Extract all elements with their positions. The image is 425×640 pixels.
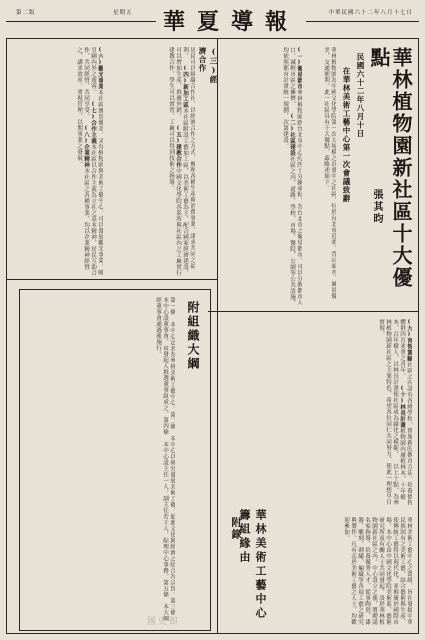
article-closing: 以上十點，為華林植物園新社區之主要特色，希望各位同仁共同努力，使此一理想早日實現。 (378, 319, 398, 506)
point-text: 本社區附設工藝加工區，以美術工藝為主，配合國家經濟建設，可以增加生產，推廣外銷。 (175, 47, 188, 277)
point-text: 社區之內設有各級學校，實施新的教育方法，培養德智體群四育並重之青年。 (399, 319, 412, 506)
author-name: 張其昀 (371, 189, 382, 225)
appendix-headline: 華林美術工藝中心籌組緣由 (238, 509, 267, 621)
newspaper-title: 華夏導報 (156, 5, 306, 36)
weekday: 星期五 (113, 10, 133, 16)
page-frame (6, 38, 419, 634)
point-label: (一)衛星都市 (296, 47, 302, 90)
point-label: (六)觀光事業 (97, 47, 103, 90)
main-headline: 華林植物園新社區十大優點 (367, 47, 413, 289)
article-points-top (220, 47, 302, 307)
appendix-label: 附錄 (229, 517, 240, 541)
point-text: 社區之內，道路、學校、市場、醫院、公園等公共設施，均依照都市計畫統一規劃，次第建設。 (282, 47, 295, 307)
left-points-a (107, 47, 195, 277)
article-intro: 華林植物園為中國文化學院第一次大規模之計畫中之社區，位於台北市近郊，背山面水，風景優美，交通便利。此一社區具有十大優點，茲略述如下。 (323, 47, 336, 299)
point-label: (九)育智實驗 (406, 319, 412, 362)
point-text: 華林植物園距台北市中心約四十分鐘車程，為台北市之衛星都市，可以分散都市人口，減輕市區之擁擠。 (289, 47, 302, 306)
right-band-rule (208, 311, 418, 312)
point-3-label: (三)經濟合作 (198, 47, 218, 84)
point-text: 中國文化學院各系所與社區內之工廠實行建教合作，學生可以實習，工廠可以得到技術之指導。 (168, 47, 181, 277)
point-text: 植物園內廣植林木，十年樹木，百年樹人，以林長計畫使社區成為綠化之模範。 (392, 319, 405, 501)
point-text: 本社區之各種事業，均以企業精神經營之，講求效率，重視管理，以期事業之發展。 (76, 47, 89, 271)
point-text: 本社區風景優美，又有植物園與美術工藝中心，可以發展觀光事業，吸引國內外之遊客。 (90, 47, 103, 276)
speech-venue: 在華林美術工藝中心第一次會議致辭 (342, 67, 351, 203)
masthead (6, 6, 419, 36)
speech-date: 民國六十二年八月十日 (356, 53, 365, 138)
article-points-bottom (214, 319, 412, 509)
point-label: (五)建教合作 (175, 125, 181, 169)
org-outline-text: 第一條 本中心定名為華林美術工藝中心。第二條 本中心以研究發展美術工藝，促進文化與經濟之結合為宗旨。第三條 本中心設董事會，由發起人推選董事組成之。第四條 本中心設主任一人，副主任若干人，綜理中心事務。第五條 本大綱經董事會通過後施行。 (155, 297, 175, 622)
point-text: 本社區以合作主義為立社之基本精神，居民互助合作，共同經營，共同享受。 (83, 47, 96, 277)
appendix-text: 華林美術工藝中心之籌組，旨在發揚中華民族固有之美術工藝，結合藝術與生產，使傳統工藝得以現代化，並推廣於國際市場。本中心由中國文化學院美術系、藝術研究所及有關人士共同發起，設於華林植物園新社區之內。中心設立之後，將聘請名家指導，培養優秀人才，從事陶瓷、漆器、雕刻、刺繡、編織等各項工藝之研究與製作。凡有志於美術工藝之人士，均歡迎參加。 (343, 517, 412, 625)
page-number: 第二版 (16, 10, 36, 16)
point-label: (四)新加工區 (182, 65, 188, 109)
archive-watermark: 國史館 (147, 617, 181, 627)
point-label: (七)合作主義 (90, 101, 96, 145)
point-label: (二)社區建設 (289, 113, 295, 157)
left-points-b (13, 47, 103, 277)
left-band-rule (7, 279, 217, 280)
point-label: (十)林長計畫 (399, 385, 405, 429)
org-outline-label: 附組織大綱 (186, 301, 200, 371)
issue-date: 中華民國六十二年八月十七日 (328, 10, 413, 16)
point-label: (八)企業精神 (83, 125, 89, 169)
point-text: 居民可以組織合作社，以經濟合作之方式，辦理各種生產與消費事業，謀求共同之福利。 (182, 47, 195, 269)
